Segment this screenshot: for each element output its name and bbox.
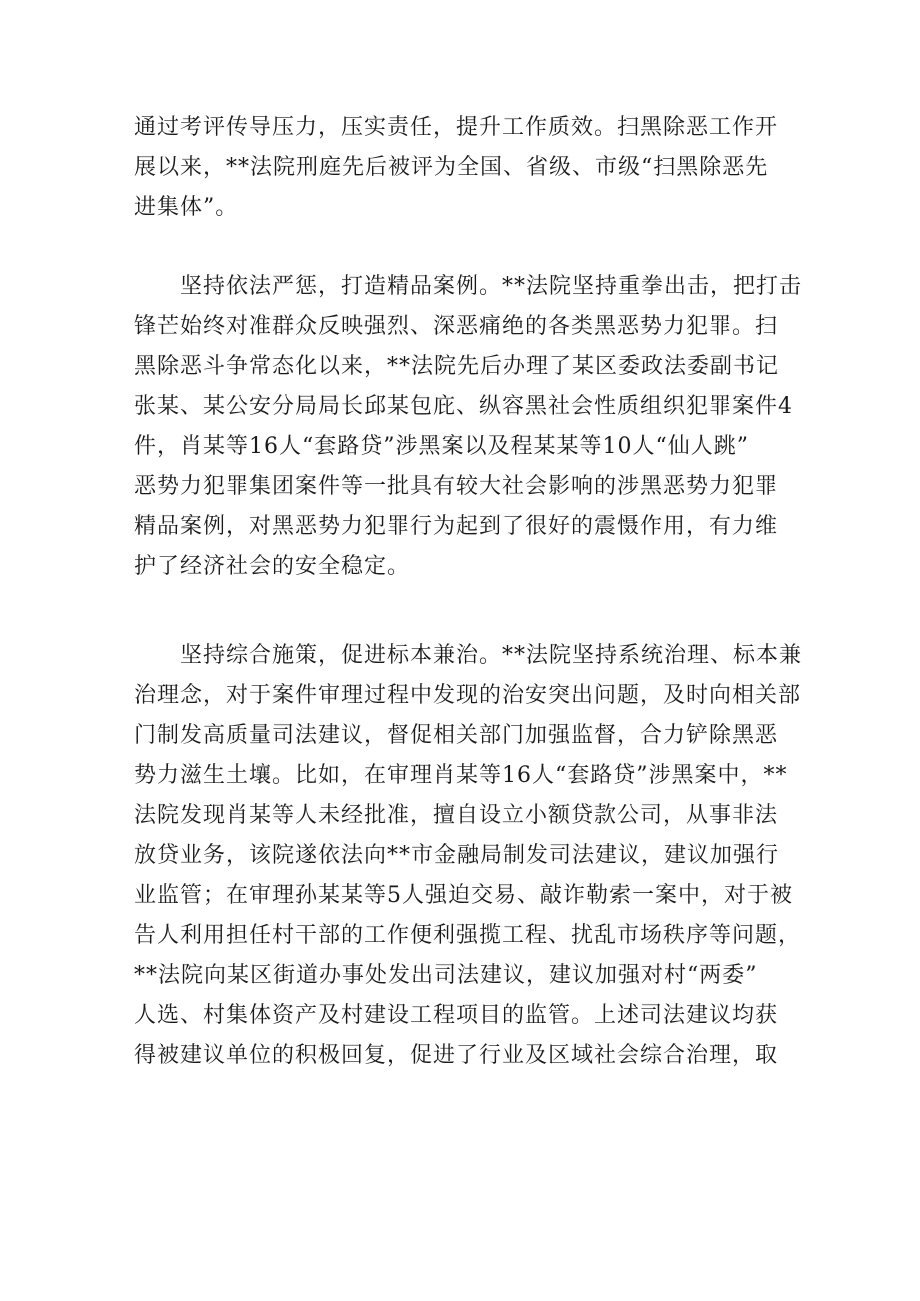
text-line: 告人利用担任村干部的工作便利强揽工程、扰乱市场秩序等问题， xyxy=(134,923,802,948)
text-line: 放贷业务，该院遂依法向**市金融局制发司法建议，建议加强行 xyxy=(134,843,780,868)
text-line: 得被建议单位的积极回复，促进了行业及区域社会综合治理，取 xyxy=(134,1043,779,1068)
text-line xyxy=(134,587,794,627)
text-line: 坚持依法严惩，打造精品案例。**法院坚持重拳出击，把打击 xyxy=(134,274,803,299)
text-line: 展以来，**法院刑庭先后被评为全国、省级、市级“扫黑除恶先 xyxy=(134,155,769,180)
paragraph-1 xyxy=(134,108,794,228)
paragraph-2 xyxy=(134,267,803,627)
text-line: 进集体”。 xyxy=(134,195,239,220)
text-line: 黑除恶斗争常态化以来，**法院先后办理了某区委政法委副书记 xyxy=(134,354,780,379)
text-line: 坚持综合施策，促进标本兼治。**法院坚持系统治理、标本兼 xyxy=(134,643,803,668)
text-line: 通过考评传导压力，压实责任，提升工作质效。扫黑除恶工作开 xyxy=(134,115,779,140)
text-line: 精品案例，对黑恶势力犯罪行为起到了很好的震慑作用，有力维 xyxy=(134,514,779,539)
paragraph-3 xyxy=(134,636,803,1076)
text-line: 法院发现肖某等人未经批准，擅自设立小额贷款公司，从事非法 xyxy=(134,803,779,828)
text-line: 门制发高质量司法建议，督促相关部门加强监督，合力铲除黑恶 xyxy=(134,723,779,748)
text-line: 锋芒始终对准群众反映强烈、深恶痛绝的各类黑恶势力犯罪。扫 xyxy=(134,314,779,339)
text-line: 业监管；在审理孙某某等5人强迫交易、敲诈勒索一案中，对于被 xyxy=(134,883,793,908)
text-line: 护了经济社会的安全稳定。 xyxy=(134,554,411,579)
text-line: 势力滋生土壤。比如，在审理肖某等16人“套路贷”涉黑案中，** xyxy=(134,763,788,788)
text-line: 恶势力犯罪集团案件等一批具有较大社会影响的涉黑恶势力犯罪 xyxy=(134,474,779,499)
text-line: **法院向某区街道办事处发出司法建议，建议加强对村“两委” xyxy=(134,963,758,988)
text-line: 治理念，对于案件审理过程中发现的治安突出问题，及时向相关部 xyxy=(134,683,802,708)
text-line: 人选、村集体资产及村建设工程项目的监管。上述司法建议均获 xyxy=(134,1003,779,1028)
text-line: 张某、某公安分局局长邱某包庇、纵容黑社会性质组织犯罪案件4 xyxy=(134,394,793,419)
text-line: 件，肖某等16人“套路贷”涉黑案以及程某某等10人“仙人跳” xyxy=(134,434,749,459)
